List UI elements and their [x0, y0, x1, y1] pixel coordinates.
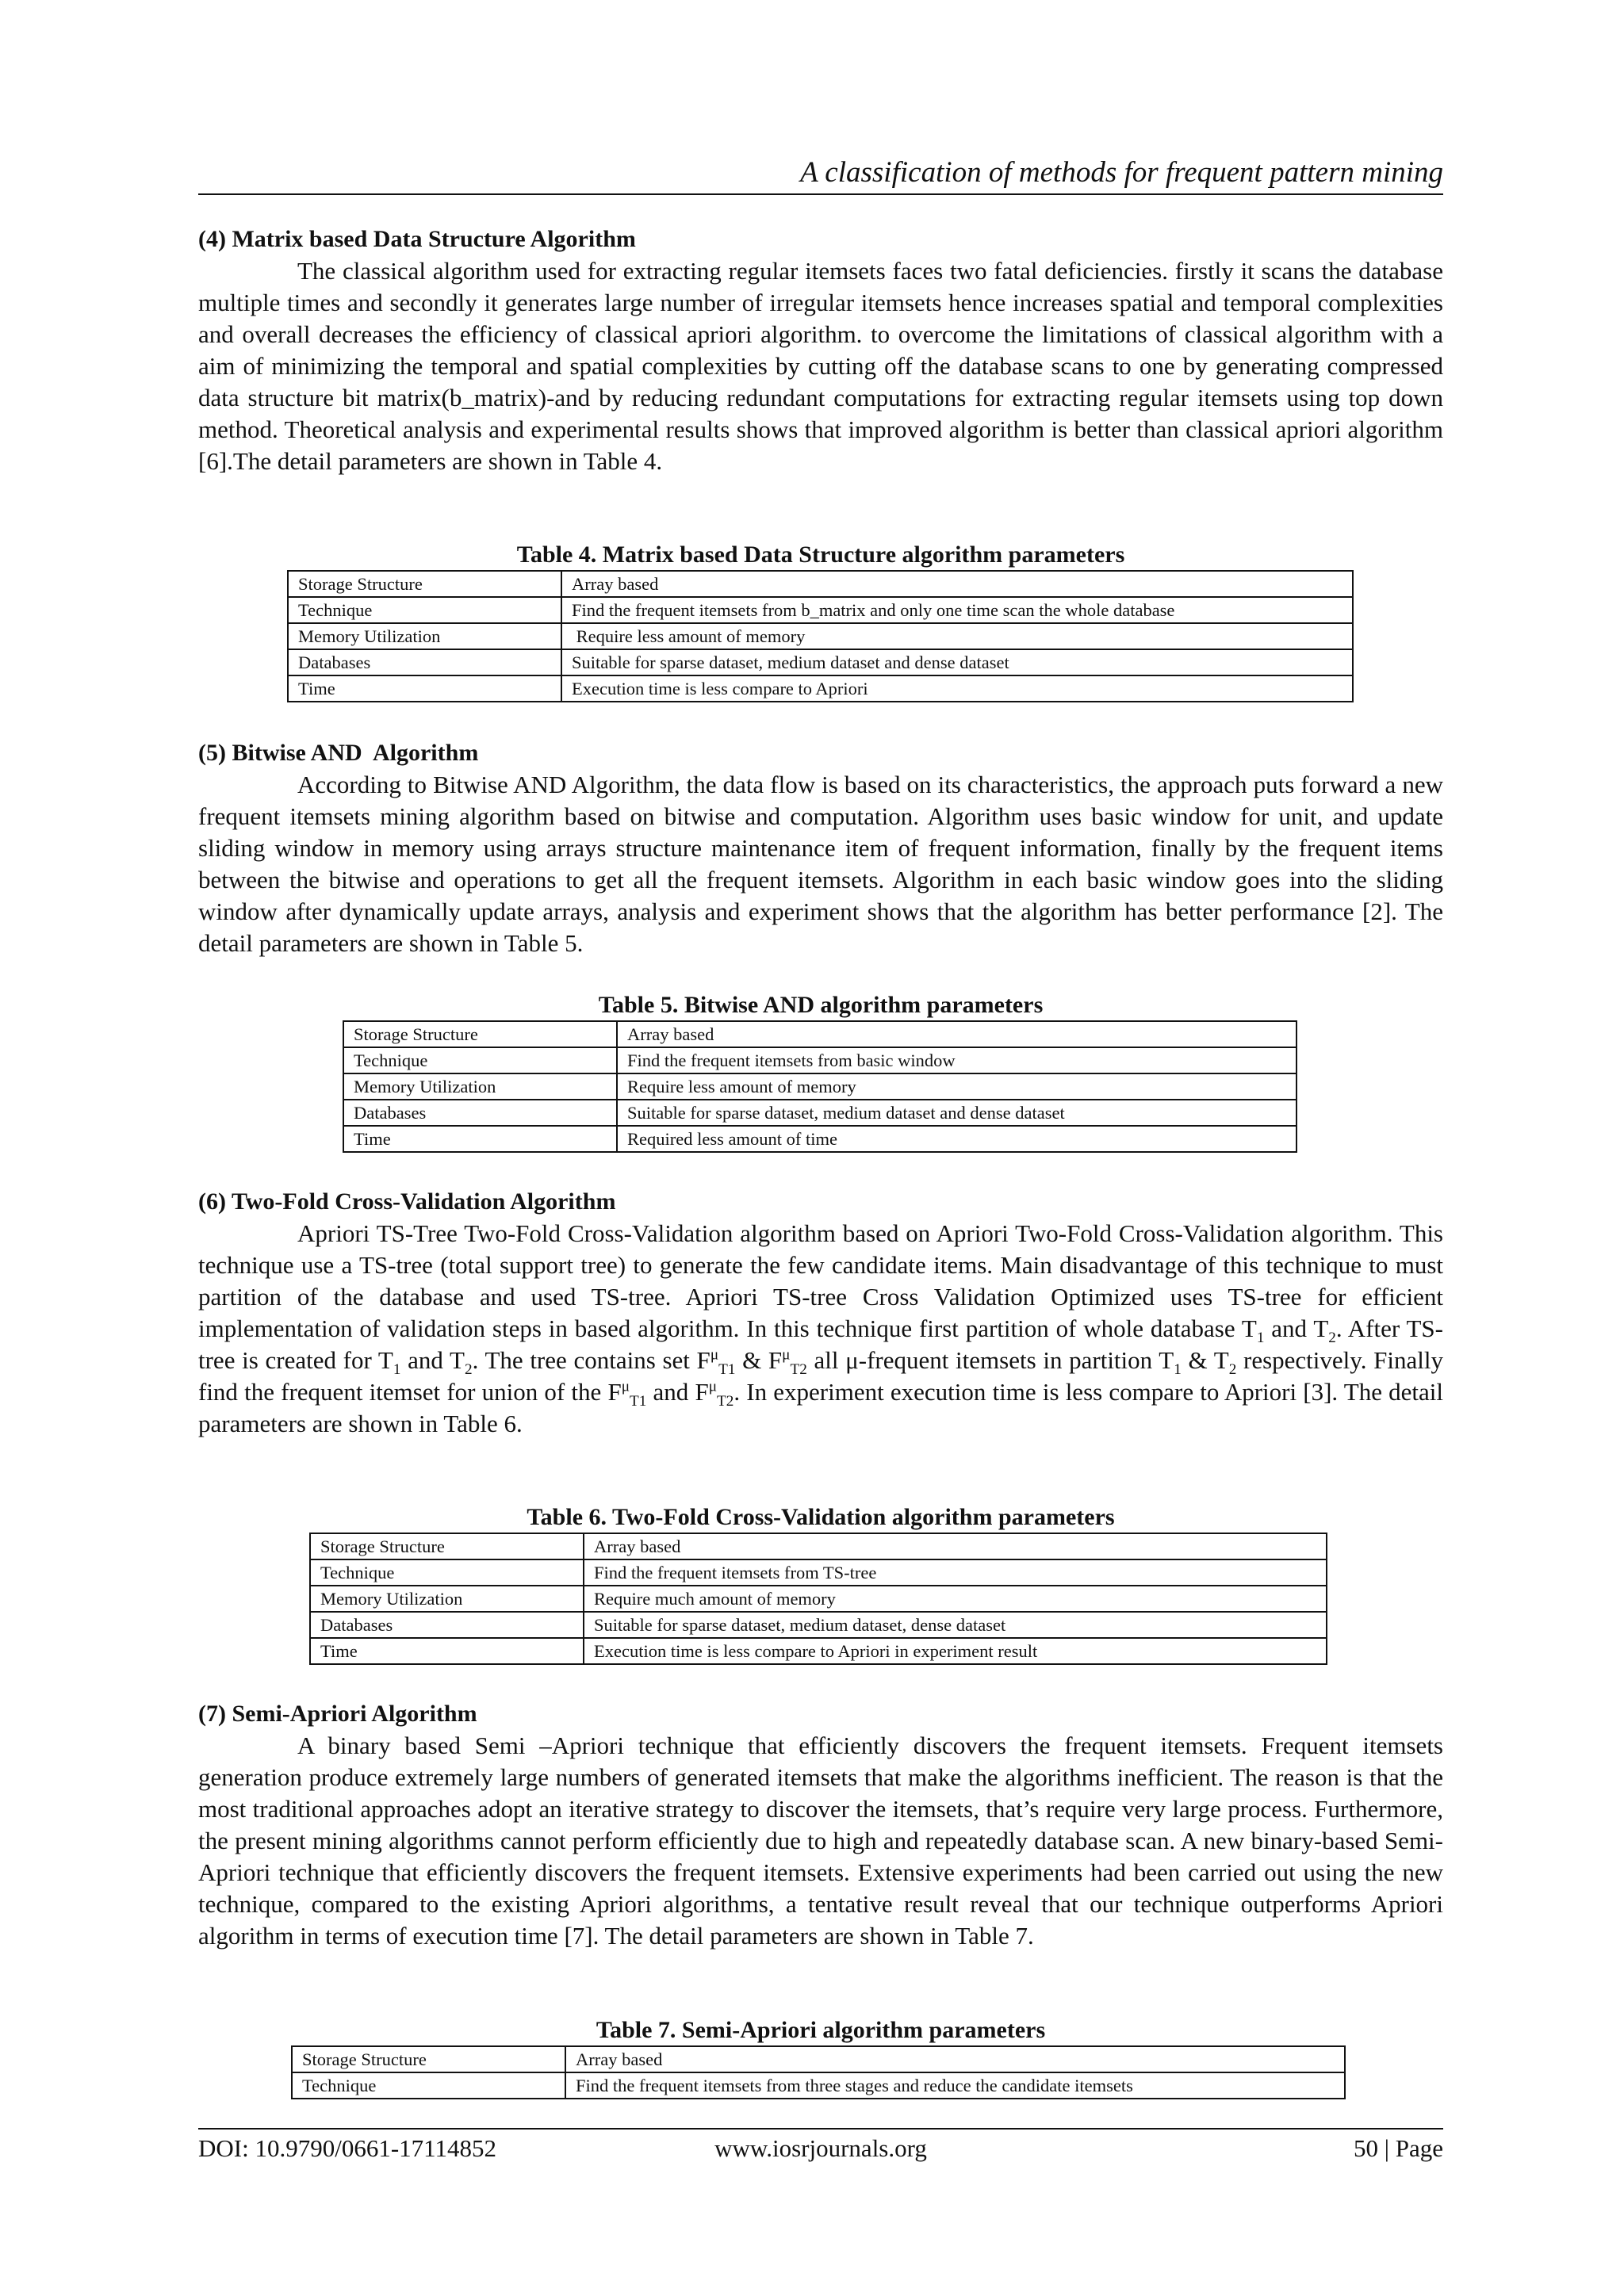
- section-paragraph: The classical algorithm used for extracting regular itemsets faces two fatal deficiencies. firstly it scans the database multiple times and secondly it generates large number of irregular itemsets hence increases spatial and temporal complexities and overall decreases the efficiency of classical apriori algorithm. to overcome the limitations of classical algorithm with a aim of minimizing the temporal and spatial complexities by cutting off the database scans to one by generating compressed data structure bit matrix(b_matrix)-and by reducing redundant computations for extracting regular itemsets using top down method. Theoretical analysis and experimental results shows that improved algorithm is better than classical apriori algorithm [6].The detail parameters are shown in Table 4.: [198, 257, 1443, 475]
- param-name: Databases: [288, 649, 561, 675]
- header-rule: [198, 193, 1443, 195]
- table-6: [309, 1533, 1327, 1665]
- table-row: [292, 2046, 1345, 2072]
- param-name: Databases: [343, 1100, 617, 1126]
- page-footer: [198, 2131, 1443, 2166]
- footer-page-number: 50 | Page: [1354, 2134, 1443, 2162]
- footer-site-link[interactable]: www.iosrjournals.org: [714, 2134, 927, 2162]
- table-row: [288, 649, 1353, 675]
- param-name: Time: [288, 675, 561, 702]
- section-heading: (5) Bitwise AND Algorithm: [198, 740, 479, 766]
- table-5: [343, 1020, 1297, 1153]
- param-value: Require much amount of memory: [584, 1586, 1327, 1612]
- table-row: [343, 1047, 1297, 1073]
- section-paragraph: According to Bitwise AND Algorithm, the data flow is based on its characteristics, the approach puts forward a new frequent itemsets mining algorithm based on bitwise and computation. Algorithm uses basic window for unit, and update sliding window in memory using arrays structure maintenance item of frequent information, finally by the frequent items between the bitwise and operations to get all the frequent itemsets. Algorithm in each basic window goes into the sliding window after dynamically update arrays, analysis and experiment shows that the algorithm has better performance [2]. The detail parameters are shown in Table 5.: [198, 771, 1443, 957]
- table-7: [291, 2045, 1346, 2099]
- param-name: Memory Utilization: [310, 1586, 584, 1612]
- param-value: Find the frequent itemsets from TS-tree: [584, 1559, 1327, 1586]
- table-row: [310, 1559, 1327, 1586]
- param-value: Find the frequent itemsets from b_matrix and only one time scan the whole database: [561, 597, 1353, 623]
- param-value: Suitable for sparse dataset, medium dataset and dense dataset: [617, 1100, 1297, 1126]
- param-value: Required less amount of time: [617, 1126, 1297, 1152]
- param-name: Technique: [288, 597, 561, 623]
- table-row: [288, 623, 1353, 649]
- section-heading: (6) Two-Fold Cross-Validation Algorithm: [198, 1188, 616, 1215]
- table-row: [288, 675, 1353, 702]
- table-row: [310, 1612, 1327, 1638]
- table-row: [310, 1533, 1327, 1559]
- param-value: Array based: [617, 1021, 1297, 1047]
- table-row: [343, 1073, 1297, 1100]
- section-heading: (7) Semi-Apriori Algorithm: [198, 1701, 477, 1727]
- table-row: [288, 597, 1353, 623]
- param-name: Storage Structure: [310, 1533, 584, 1559]
- table-row: [292, 2072, 1345, 2099]
- table-row: [343, 1021, 1297, 1047]
- param-name: Storage Structure: [288, 571, 561, 597]
- footer-rule: [198, 2128, 1443, 2130]
- table-4-title: Table 4. Matrix based Data Structure algorithm parameters: [516, 541, 1125, 568]
- param-value: Suitable for sparse dataset, medium dataset, dense dataset: [584, 1612, 1327, 1638]
- param-name: Time: [310, 1638, 584, 1664]
- param-name: Technique: [310, 1559, 584, 1586]
- param-value: Require less amount of memory: [561, 623, 1353, 649]
- section-semi-apriori: [198, 1698, 1443, 1952]
- section-matrix-based: [198, 224, 1443, 477]
- table-row: [343, 1126, 1297, 1152]
- running-title: A classification of methods for frequent pattern mining: [800, 156, 1443, 189]
- param-value: Find the frequent itemsets from basic window: [617, 1047, 1297, 1073]
- param-value: Suitable for sparse dataset, medium dataset and dense dataset: [561, 649, 1353, 675]
- table-row: [310, 1638, 1327, 1664]
- param-name: Storage Structure: [343, 1021, 617, 1047]
- table-row: [310, 1586, 1327, 1612]
- param-value: Execution time is less compare to Apriori in experiment result: [584, 1638, 1327, 1664]
- param-value: Require less amount of memory: [617, 1073, 1297, 1100]
- table-row: [343, 1100, 1297, 1126]
- table-4: [287, 570, 1354, 702]
- param-value: Find the frequent itemsets from three stages and reduce the candidate itemsets: [565, 2072, 1345, 2099]
- param-value: Array based: [584, 1533, 1327, 1559]
- footer-doi: DOI: 10.9790/0661-17114852: [198, 2134, 496, 2162]
- param-name: Memory Utilization: [343, 1073, 617, 1100]
- param-name: Storage Structure: [292, 2046, 565, 2072]
- param-name: Time: [343, 1126, 617, 1152]
- param-value: Array based: [565, 2046, 1345, 2072]
- param-name: Databases: [310, 1612, 584, 1638]
- table-7-title: Table 7. Semi-Apriori algorithm parameters: [596, 2017, 1046, 2043]
- section-paragraph: A binary based Semi –Apriori technique that efficiently discovers the frequent itemsets. Frequent itemsets generation produce extremely large numbers of generated itemsets that make the algorithms inefficient. The reason is that the most traditional approaches adopt an iterative strategy to discover the itemsets, that’s require very large process. Furthermore, the present mining algorithms cannot perform efficiently due to high and repeatedly database scan. A new binary-based Semi-Apriori technique that efficiently discovers the frequent itemsets. Extensive experiments had been carried out using the new technique, compared to the existing Apriori algorithms, a tentative result reveal that our technique outperforms Apriori algorithm in terms of execution time [7]. The detail parameters are shown in Table 7.: [198, 1732, 1443, 1950]
- param-name: Technique: [343, 1047, 617, 1073]
- section-bitwise-and: [198, 737, 1443, 959]
- table-5-title: Table 5. Bitwise AND algorithm parameters: [598, 992, 1044, 1018]
- section-paragraph: Apriori TS-Tree Two-Fold Cross-Validation algorithm based on Apriori Two-Fold Cross-Validation algorithm. This technique use a TS-tree (total support tree) to generate the few candidate items. Main disadvantage of this technique to must partition of the database and used TS-tree. Apriori TS-tree Cross Validation Optimized uses TS-tree for efficient implementation of validation steps in based algorithm. In this technique first partition of whole database $T_1$ and $T_2$. After TS-tree is created for $T_1$ and $T_2$. The tree contains set $F^\mu_{T1}$ & $F^\mu_{T2}$ all μ-frequent itemsets in partition $T_1$ & $T_2$ respectively. Finally find the frequent itemset for union of the $F^\mu_{T1}$ and $F^\mu_{T2}$. In experiment execution time is less compare to Apriori [3]. The detail parameters are shown in Table 6.: [198, 1219, 1444, 1437]
- table-6-title: Table 6. Two-Fold Cross-Validation algorithm parameters: [527, 1504, 1115, 1530]
- param-name: Memory Utilization: [288, 623, 561, 649]
- table-row: [288, 571, 1353, 597]
- section-two-fold: [198, 1186, 1443, 1440]
- param-name: Technique: [292, 2072, 565, 2099]
- param-value: Array based: [561, 571, 1353, 597]
- param-value: Execution time is less compare to Apriori: [561, 675, 1353, 702]
- section-heading: (4) Matrix based Data Structure Algorithm: [198, 226, 636, 252]
